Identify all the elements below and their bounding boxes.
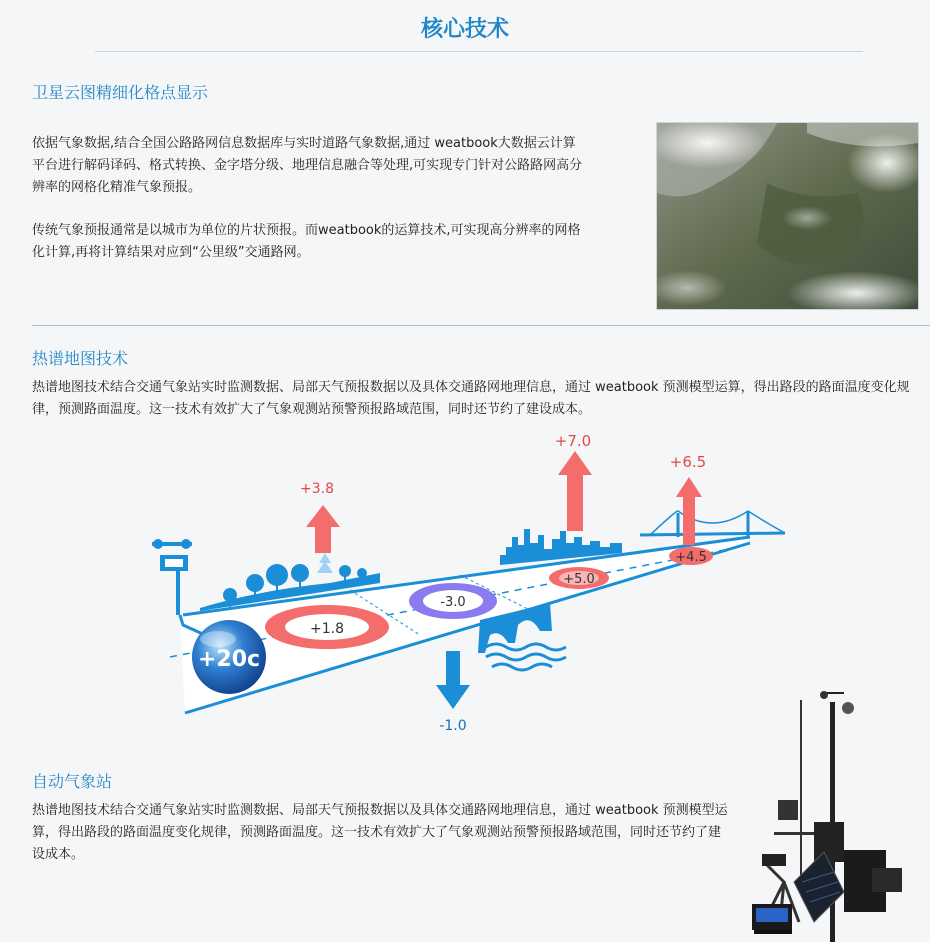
weather-station-photo <box>744 682 930 942</box>
arrow-up-1-label: +3.8 <box>300 481 334 497</box>
spot-1 <box>265 605 389 649</box>
base-temp-label: +20c <box>197 647 261 672</box>
water-waves-icon <box>486 644 566 670</box>
spot-3-label: +5.0 <box>563 572 595 587</box>
spot-3 <box>549 567 609 589</box>
station-heading: 自动气象站 <box>32 772 113 791</box>
arrow-up-3 <box>670 453 706 545</box>
heatmap-para: 热谱地图技术结合交通气象站实时监测数据、局部天气预报数据以及具体交通路网地理信息，通过 weatbook 预测模型运算，得出路段的路面温度变化规律，预测路面温度。这一技术有效扩大了气象观测站预警预报路域范围，同时还节约了建设成本。 <box>32 380 910 417</box>
spot-2 <box>409 583 497 619</box>
satellite-cloud-image <box>656 122 919 310</box>
arrow-up-3-label: +6.5 <box>669 453 707 471</box>
satellite-para-2: 传统气象预报通常是以城市为单位的片状预报。而weatbook的运算技术,可实现高分辨率的网格化计算,再将计算结果对应到“公里级”交通路网。 <box>32 223 581 260</box>
spot-1-label: +1.8 <box>310 621 344 637</box>
spot-4 <box>669 547 713 565</box>
arrow-up-2-label: +7.0 <box>554 432 592 450</box>
station-para: 热谱地图技术结合交通气象站实时监测数据、局部天气预报数据以及具体交通路网地理信息，通过 weatbook 预测模型运算，得出路段的路面温度变化规律，预测路面温度。这一技术有效扩大了气象观测站预警预报路域范围，同时还节约了建设成本。 <box>32 803 728 862</box>
arrow-up-1 <box>300 481 340 553</box>
spot-2-label: -3.0 <box>440 595 466 610</box>
spot-4-label: +4.5 <box>675 550 707 565</box>
section-divider <box>32 325 930 326</box>
title-divider <box>95 51 863 52</box>
arrow-up-2 <box>555 432 592 531</box>
page-title: 核心技术 <box>420 17 509 42</box>
arrow-down-1 <box>436 651 470 734</box>
bridge-icon <box>640 511 785 537</box>
arrow-down-1-label: -1.0 <box>439 718 467 734</box>
heatmap-heading: 热谱地图技术 <box>32 349 129 368</box>
satellite-para-1: 依据气象数据,结合全国公路路网信息数据库与实时道路气象数据,通过 weatbook大数据云计算平台进行解码译码、格式转换、金字塔分级、地理信息融合等处理,可实现专门针对公路路网高分辨率的网格化精准气象预报。 <box>32 136 583 195</box>
satellite-heading: 卫星云图精细化格点显示 <box>32 83 209 102</box>
base-temp-sphere <box>192 620 266 694</box>
